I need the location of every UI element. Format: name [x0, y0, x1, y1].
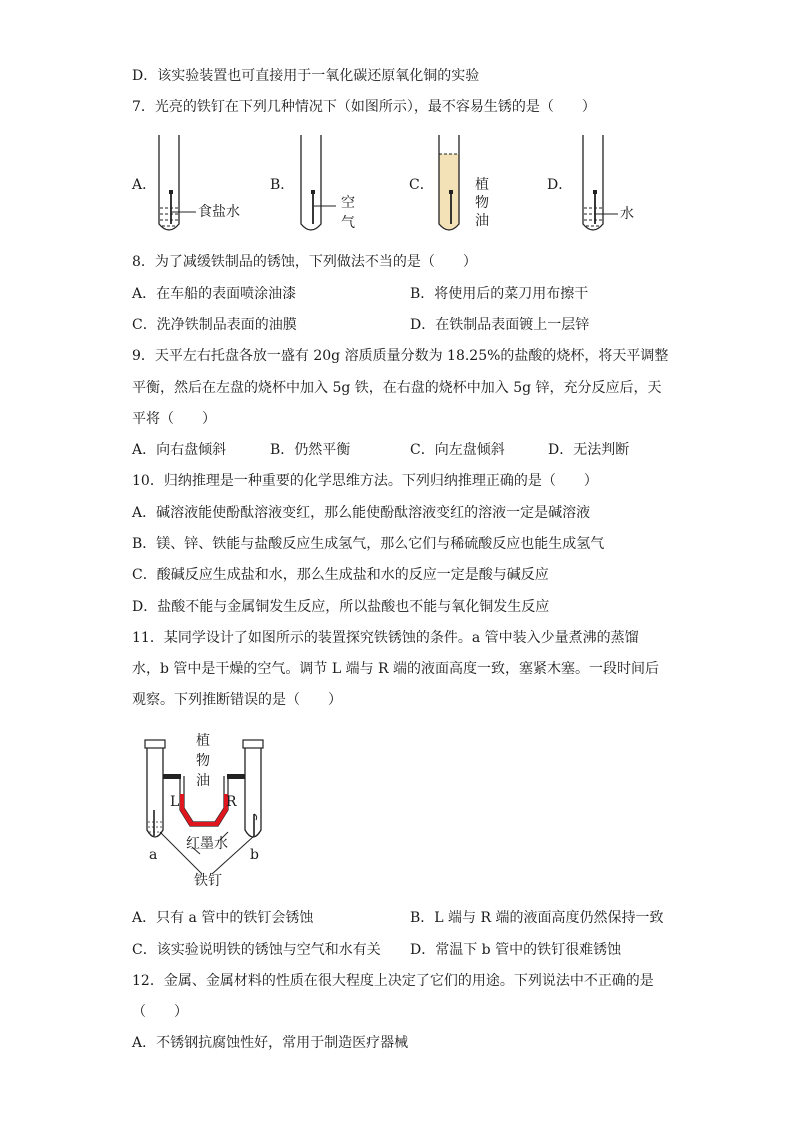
- q10-option-d: D．盐酸不能与金属铜发生反应，所以盐酸也不能与氧化铜发生反应: [132, 599, 550, 615]
- q8-option-d: D．在铁制品表面镀上一层锌: [410, 317, 590, 333]
- test-tube-c: [436, 134, 462, 238]
- q10-stem: 10．归纳推理是一种重要的化学思维方法。下列归纳推理正确的是（ ）: [132, 473, 598, 489]
- q8-option-c: C．洗净铁制品表面的油膜: [132, 317, 297, 333]
- q7-fig-c-label-3: 油: [475, 213, 489, 229]
- q10-option-a: A．碱溶液能使酚酞溶液变红，那么能使酚酞溶液变红的溶液一定是碱溶液: [132, 505, 591, 521]
- q11-fig-oil-2: 物: [196, 753, 210, 769]
- q9-stem-line-3: 平将（ ）: [132, 411, 216, 427]
- q12-option-a: A．不锈钢抗腐蚀性好，常用于制造医疗器械: [132, 1035, 409, 1051]
- q9-option-a: A．向右盘倾斜: [132, 442, 227, 458]
- test-tube-d: [580, 134, 606, 238]
- q7-fig-c-letter: C．: [409, 177, 434, 193]
- q11-fig-tube-b: b: [250, 847, 259, 863]
- q11-stem-line-1: 11．某同学设计了如图所示的装置探究铁锈蚀的条件。a 管中装入少量煮沸的蒸馏: [132, 630, 639, 646]
- q11-fig-oil-3: 油: [196, 773, 210, 789]
- q9-stem-line-1: 9．天平左右托盘各放一盛有 20g 溶质质量分数为 18.25%的盐酸的烧杯，将天平调整: [132, 348, 669, 364]
- q7-fig-c-label-2: 物: [475, 195, 489, 211]
- q7-fig-a-letter: A．: [132, 177, 157, 193]
- test-tube-b: [298, 134, 324, 238]
- q11-fig-oil-1: 植: [196, 733, 210, 749]
- q11-option-b: B．L 端与 R 端的液面高度仍然保持一致: [410, 910, 664, 926]
- q7-fig-c-label-1: 植: [475, 177, 489, 193]
- q9-option-b: B．仍然平衡: [270, 442, 351, 458]
- q11-stem-line-3: 观察。下列推断错误的是（ ）: [132, 692, 342, 708]
- test-tube-a: [156, 134, 182, 238]
- q8-option-a: A．在车船的表面喷涂油漆: [132, 286, 297, 302]
- q11-option-a: A．只有 a 管中的铁钉会锈蚀: [132, 910, 314, 926]
- q11-fig-right-end: R: [226, 794, 237, 810]
- q11-option-c: C．该实验说明铁的锈蚀与空气和水有关: [132, 942, 381, 958]
- q10-option-c: C．酸碱反应生成盐和水，那么生成盐和水的反应一定是酸与碱反应: [132, 567, 549, 583]
- q12-stem-line-2: （ ）: [132, 1004, 188, 1020]
- q11-stem-line-2: 水，b 管中是干燥的空气。调节 L 端与 R 端的液面高度一致，塞紧木塞。一段时间后: [132, 661, 660, 677]
- q11-fig-nail-label: 铁钉: [194, 873, 222, 889]
- q12-stem-line-1: 12．金属、金属材料的性质在很大程度上决定了它们的用途。下列说法中不正确的是: [132, 973, 654, 989]
- q10-option-b: B．镁、锌、铁能与盐酸反应生成氢气，那么它们与稀硫酸反应也能生成氢气: [132, 536, 605, 552]
- q7-fig-a-label: 食盐水: [198, 204, 240, 220]
- q9-option-d: D．无法判断: [548, 442, 630, 458]
- q9-option-c: C．向左盘倾斜: [410, 442, 505, 458]
- q7-stem: 7．光亮的铁钉在下列几种情况下（如图所示），最不容易生锈的是（ ）: [132, 99, 596, 115]
- q8-option-b: B．将使用后的菜刀用布擦干: [410, 286, 589, 302]
- q7-fig-b-letter: B．: [270, 177, 295, 193]
- q11-fig-left-end: L: [170, 794, 180, 810]
- q11-option-d: D．常温下 b 管中的铁钉很难锈蚀: [410, 942, 622, 958]
- q7-fig-b-label-2: 气: [341, 215, 355, 231]
- q7-fig-d-label: 水: [620, 206, 634, 222]
- q11-fig-tube-a: a: [149, 847, 158, 863]
- q9-stem-line-2: 平衡，然后在左盘的烧杯中加入 5g 铁，在右盘的烧杯中加入 5g 锌，充分反应后，天: [132, 380, 662, 396]
- q11-fig-ink-label: 红墨水: [186, 836, 228, 852]
- q7-fig-d-letter: D．: [547, 177, 573, 193]
- q6-option-d: D．该实验装置也可直接用于一氧化碳还原氧化铜的实验: [132, 68, 480, 84]
- q7-fig-b-label-1: 空: [341, 195, 355, 211]
- q8-stem: 8．为了减缓铁制品的锈蚀，下列做法不当的是（ ）: [132, 254, 477, 270]
